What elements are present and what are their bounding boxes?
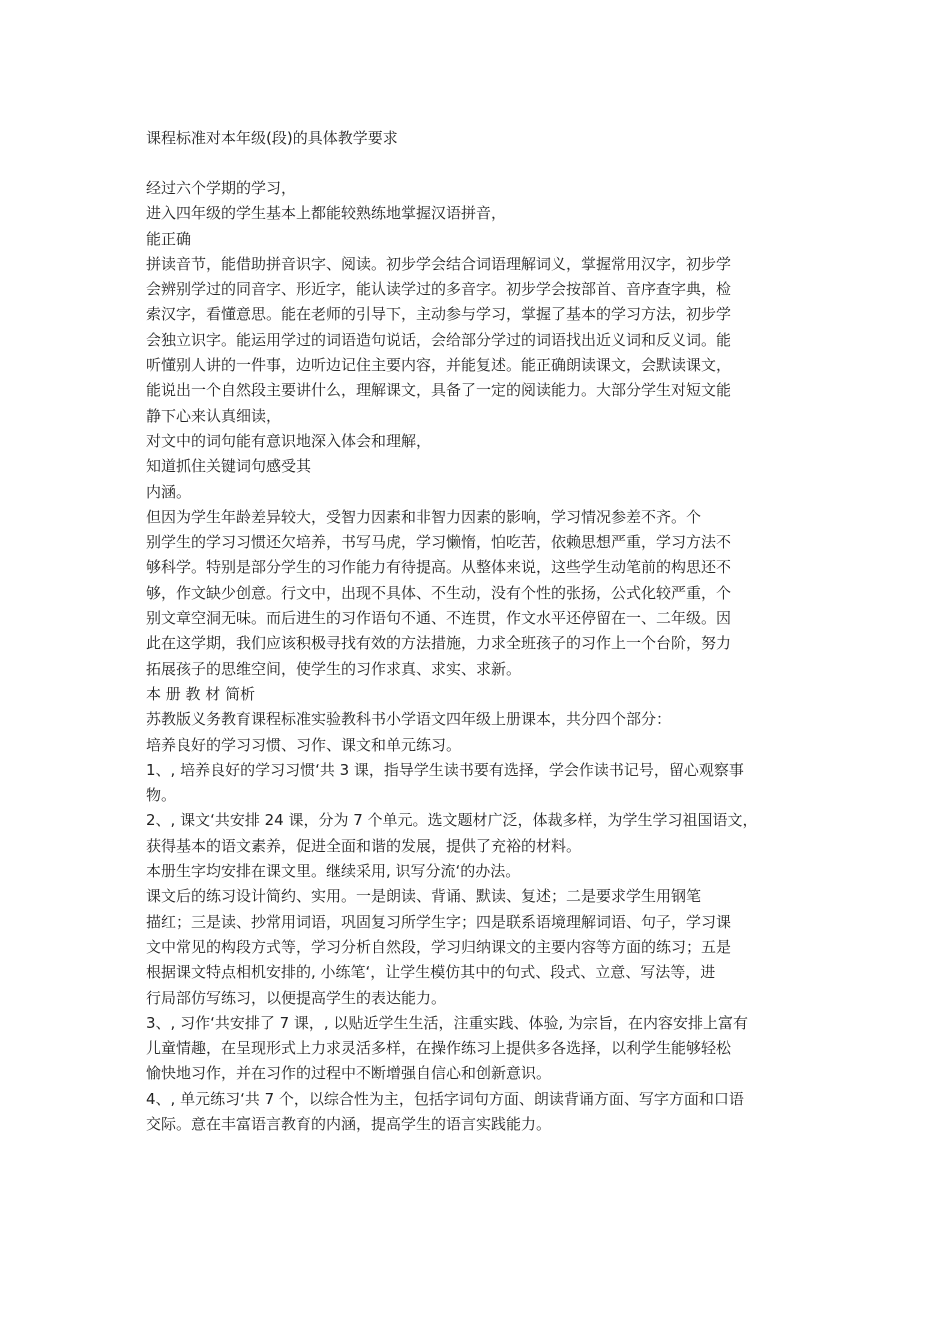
list-item: 1、, 培养良好的学习习惯‘共 3 课，指导学生读书要有选择，学会作读书记号，留心观察事: [146, 760, 744, 779]
text-line: 内涵。: [146, 482, 192, 501]
title-spacer: [146, 151, 836, 176]
text-line: 知道抓住关键词句感受其: [146, 457, 312, 476]
text-line: 描红；三是读、抄常用词语，巩固复习所学生字；四是联系语境理解词语、句子，学习课: [146, 912, 732, 931]
document-title: 课程标准对本年级(段)的具体教学要求: [146, 129, 398, 147]
text-line: 会辨别学过的同音字、形近字，能认读学过的多音字。初步学会按部首、音序查字典，检: [146, 280, 732, 299]
text-line: 交际。意在丰富语言教育的内涵，提高学生的语言实践能力。: [146, 1114, 552, 1133]
text-line: 进入四年级的学生基本上都能较熟练地掌握汉语拼音，: [146, 204, 507, 223]
text-line: 静下心来认真细读，: [146, 406, 282, 425]
text-line: 听懂别人讲的一件事，边听边记住主要内容，并能复述。能正确朗读课文，会默读课文，: [146, 356, 732, 375]
text-line: 别学生的学习习惯还欠培养，书写马虎，学习懒惰，怕吃苦，依赖思想严重，学习方法不: [146, 533, 732, 552]
text-line: 根据课文特点相机安排的, 小练笔‘，让学生模仿其中的句式、段式、立意、写法等，进: [146, 963, 716, 982]
text-line: 会独立识字。能运用学过的词语造句说话，会给部分学过的词语找出近义词和反义词。能: [146, 330, 732, 349]
list-item: 4、, 单元练习‘共 7 个，以综合性为主，包括字词句方面、朗读背诵方面、写字方面和口语: [146, 1089, 744, 1108]
document-body: [146, 126, 836, 1137]
text-line: 课文后的练习设计简约、实用。一是朗读、背诵、默读、复述；二是要求学生用钢笔: [146, 887, 702, 906]
text-line: 能说出一个自然段主要讲什么，理解课文，具备了一定的阅读能力。大部分学生对短文能: [146, 381, 732, 400]
text-line: 拼读音节，能借助拼音识字、阅读。初步学会结合词语理解词义，掌握常用汉字，初步学: [146, 254, 732, 273]
text-line: 儿童情趣，在呈现形式上力求灵活多样，在操作练习上提供多各选择，以利学生能够轻松: [146, 1039, 732, 1058]
text-line: 文中常见的构段方式等，学习分析自然段，学习归纳课文的主要内容等方面的练习；五是: [146, 937, 732, 956]
text-line: 拓展孩子的思维空间，使学生的习作求真、求实、求新。: [146, 659, 522, 678]
text-line: 够科学。特别是部分学生的习作能力有待提高。从整体来说，这些学生动笔前的构思还不: [146, 558, 732, 577]
text-line: 物。: [146, 786, 177, 805]
text-line: 本册生字均安排在课文里。继续采用, 识写分流‘的办法。: [146, 862, 521, 881]
section-heading: 本 册 教 材 简析: [146, 684, 256, 703]
text-line: 培养良好的学习习惯、习作、课文和单元练习。: [146, 735, 462, 754]
text-line: 此在这学期，我们应该积极寻找有效的方法措施，力求全班孩子的习作上一个台阶，努力: [146, 634, 732, 653]
text-line: 够，作文缺少创意。行文中，出现不具体、不生动，没有个性的张扬，公式化较严重，个: [146, 583, 732, 602]
text-line: 能正确: [146, 229, 192, 248]
text-line: 获得基本的语文素养，促进全面和谐的发展，提供了充裕的材料。: [146, 836, 582, 855]
list-item: 3、, 习作‘共安排了 7 课，, 以贴近学生生活，注重实践、体验, 为宗旨，在内容安排上富有: [146, 1013, 749, 1032]
text-line: 对文中的词句能有意识地深入体会和理解，: [146, 431, 432, 450]
text-line: 苏教版义务教育课程标准实验教科书小学语文四年级上册课本，共分四个部分：: [146, 710, 672, 729]
text-line: 索汉字，看懂意思。能在老师的引导下，主动参与学习，掌握了基本的学习方法，初步学: [146, 305, 732, 324]
text-line: 别文章空洞无味。而后进生的习作语句不通、不连贯，作文水平还停留在一、二年级。因: [146, 609, 732, 628]
list-item: 2、, 课文‘共安排 24 课，分为 7 个单元。选文题材广泛，体裁多样，为学生学习祖国语文，: [146, 811, 758, 830]
text-line: 但因为学生年龄差异较大，受智力因素和非智力因素的影响，学习情况参差不齐。个: [146, 507, 702, 526]
text-line: 愉快地习作，并在习作的过程中不断增强自信心和创新意识。: [146, 1064, 552, 1083]
text-line: 行局部仿写练习，以便提高学生的表达能力。: [146, 988, 447, 1007]
text-line: 经过六个学期的学习，: [146, 179, 297, 197]
